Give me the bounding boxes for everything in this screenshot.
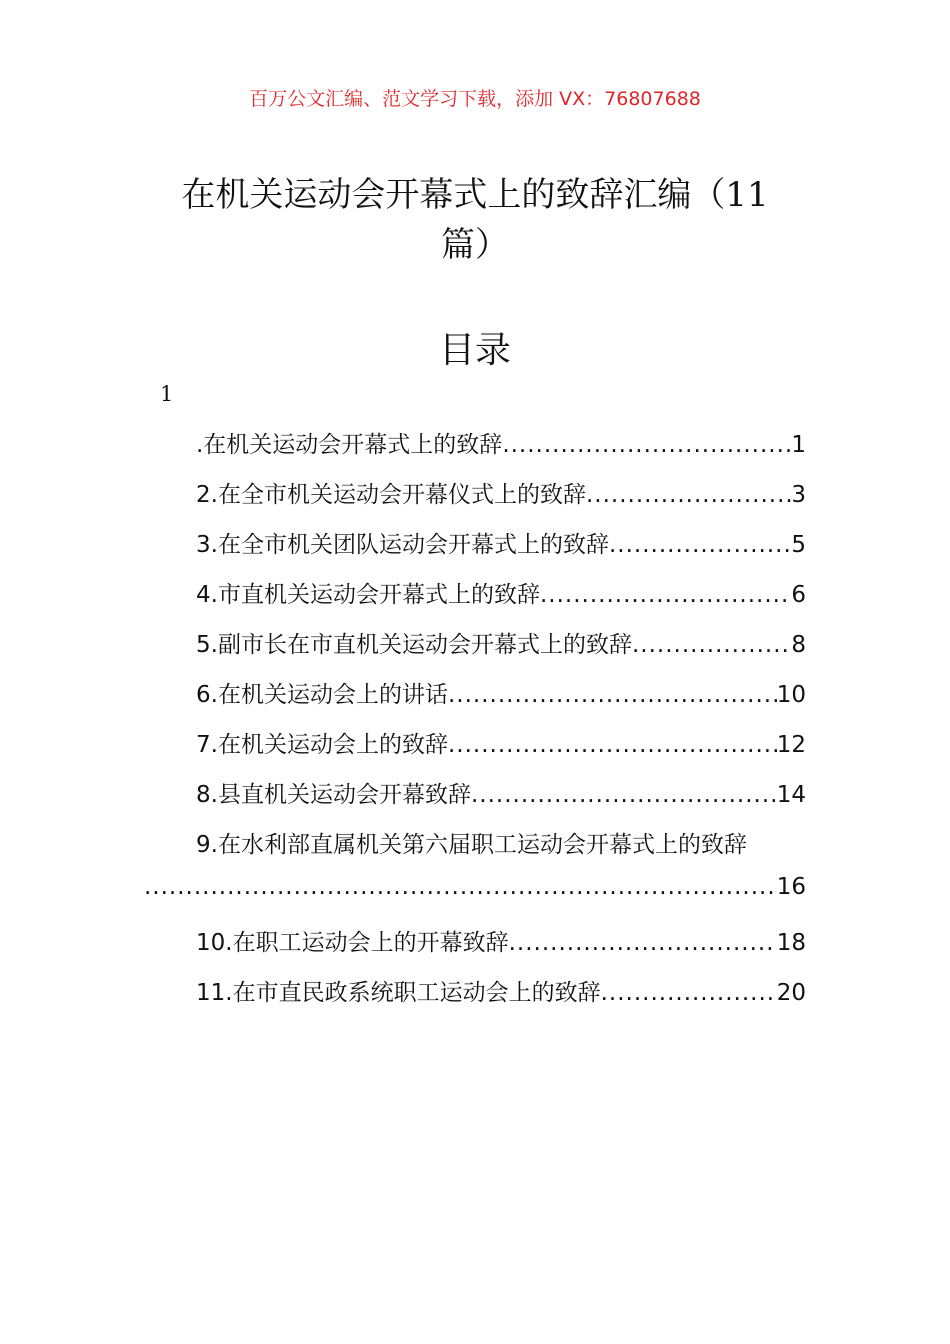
toc-entry[interactable] xyxy=(196,974,806,1024)
toc-entry-page: 5 xyxy=(791,532,806,558)
dot-leader xyxy=(509,930,777,956)
toc-entry-page: 10 xyxy=(776,682,806,708)
toc-entry-page: 3 xyxy=(791,482,806,508)
toc-entry-page: 8 xyxy=(791,632,806,658)
dot-leader xyxy=(471,782,777,808)
title-count: 11 xyxy=(725,175,769,215)
dot-leader xyxy=(586,482,791,508)
toc-entry-page: 14 xyxy=(776,782,806,808)
title-text-2: 篇） xyxy=(441,225,509,265)
toc-entry-page: 20 xyxy=(776,980,806,1006)
toc-entry[interactable] xyxy=(196,676,806,726)
toc-entry[interactable] xyxy=(196,476,806,526)
toc-entry-continuation[interactable] xyxy=(144,874,806,924)
toc-entry[interactable] xyxy=(196,526,806,576)
dot-leader xyxy=(632,632,791,658)
stray-number: 1 xyxy=(160,382,174,406)
toc-entry-page: 6 xyxy=(791,582,806,608)
toc-entry[interactable] xyxy=(196,426,806,476)
toc-entry[interactable] xyxy=(196,626,806,676)
toc-entry-page: 1 xyxy=(791,432,806,458)
dot-leader xyxy=(144,874,777,900)
toc-entry-label: 8.县直机关运动会开幕致辞 xyxy=(196,782,471,808)
toc-entry-page: 16 xyxy=(776,874,806,900)
toc-entry-page: 18 xyxy=(776,930,806,956)
toc-entry-label: 11.在市直民政系统职工运动会上的致辞 xyxy=(196,980,601,1006)
document-title xyxy=(160,170,790,270)
toc-entry[interactable] xyxy=(196,776,806,826)
table-of-contents xyxy=(196,426,806,1024)
dot-leader xyxy=(502,432,791,458)
toc-entry-label: 5.副市长在市直机关运动会开幕式上的致辞 xyxy=(196,632,632,658)
toc-heading: 目录 xyxy=(438,330,511,371)
toc-entry-label: 6.在机关运动会上的讲话 xyxy=(196,682,448,708)
dot-leader xyxy=(609,532,791,558)
header-notice: 百万公文汇编、范文学习下载，添加 VX：76807688 xyxy=(249,88,701,110)
dot-leader xyxy=(448,682,777,708)
toc-entry-label: 10.在职工运动会上的开幕致辞 xyxy=(196,930,509,956)
toc-entry[interactable] xyxy=(196,924,806,974)
toc-entry[interactable] xyxy=(196,726,806,776)
toc-entry-label: 9.在水利部直属机关第六届职工运动会开幕式上的致辞 xyxy=(196,832,747,858)
toc-entry-label: 4.市直机关运动会开幕式上的致辞 xyxy=(196,582,540,608)
toc-entry-label: 7.在机关运动会上的致辞 xyxy=(196,732,448,758)
toc-entry[interactable] xyxy=(196,576,806,626)
toc-entry-label: .在机关运动会开幕式上的致辞 xyxy=(196,432,503,458)
dot-leader xyxy=(601,980,777,1006)
title-text: 在机关运动会开幕式上的致辞汇编（ xyxy=(181,175,726,215)
toc-entry[interactable] xyxy=(196,826,806,874)
toc-entry-page: 12 xyxy=(776,732,806,758)
toc-entry-label: 2.在全市机关运动会开幕仪式上的致辞 xyxy=(196,482,586,508)
dot-leader xyxy=(540,582,791,608)
toc-entry-label: 3.在全市机关团队运动会开幕式上的致辞 xyxy=(196,532,609,558)
dot-leader xyxy=(448,732,777,758)
